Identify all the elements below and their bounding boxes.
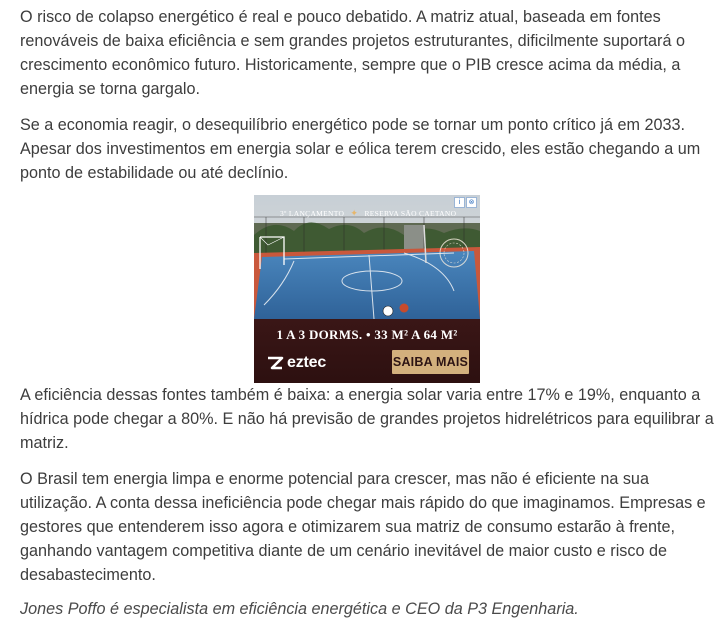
article-paragraph-2: Se a economia reagir, o desequilíbrio energético pode se tornar um ponto crítico já em 2033. Apesar dos investimentos em energia solar e eólica terem crescido, eles estão chegando a um ponto de estabilidade ou até declínio. bbox=[20, 116, 701, 182]
ad-topline bbox=[280, 208, 456, 219]
article-paragraph-1: O risco de colapso energético é real e pouco debatido. A matriz atual, baseada em fontes renováveis de baixa eficiência e sem grandes projetos estruturantes, dificilmente suportará o crescimento econômico futuro. Historicamente, sempre que o PIB cresce acima da média, a energia se torna gargalo. bbox=[20, 8, 685, 98]
ad-close-icon[interactable]: ⊗ bbox=[466, 197, 477, 208]
article-paragraph-3: A eficiência dessas fontes também é baixa: a energia solar varia entre 17% e 19%, enquanto a hídrica pode chegar a 80%. E não há previsão de grandes projetos hidrelétricos para equilibrar a matriz. bbox=[20, 386, 714, 452]
ad-brand-name: eztec bbox=[287, 354, 327, 371]
bird-logo-icon: ✦ bbox=[350, 208, 359, 218]
eztec-logo-icon bbox=[266, 356, 284, 370]
soccer-ball-icon bbox=[383, 306, 393, 316]
ad-badges bbox=[454, 197, 477, 208]
adchoices-info-icon[interactable]: i bbox=[454, 197, 465, 208]
saiba-mais-button[interactable]: SAIBA MAIS bbox=[392, 350, 469, 374]
eztec-logo bbox=[266, 354, 326, 372]
ad-seal-icon bbox=[438, 237, 470, 269]
author-note: Jones Poffo é especialista em eficiência energética e CEO da P3 Engenharia. bbox=[20, 600, 579, 618]
ad-project-name: RESERVA SÃO CAETANO bbox=[364, 209, 457, 218]
article-paragraph-4: O Brasil tem energia limpa e enorme potencial para crescer, mas não é eficiente na sua utilização. A conta dessa ineficiência pode chegar mais rápido do que imaginamos. Empresas e gestores que entenderem isso agora e otimizarem sua matriz de consumo estarão à frente, ganhando vantagem competitiva diante de um cenário inevitável de maior custo e risco de desabastecimento. bbox=[20, 470, 706, 584]
ad-launch-label: 3º LANÇAMENTO bbox=[280, 209, 345, 218]
advertisement-banner[interactable] bbox=[254, 195, 480, 383]
ad-headline: 1 A 3 DORMS. • 33 M² A 64 M² bbox=[276, 327, 458, 342]
ad-bottom-band bbox=[254, 319, 480, 383]
